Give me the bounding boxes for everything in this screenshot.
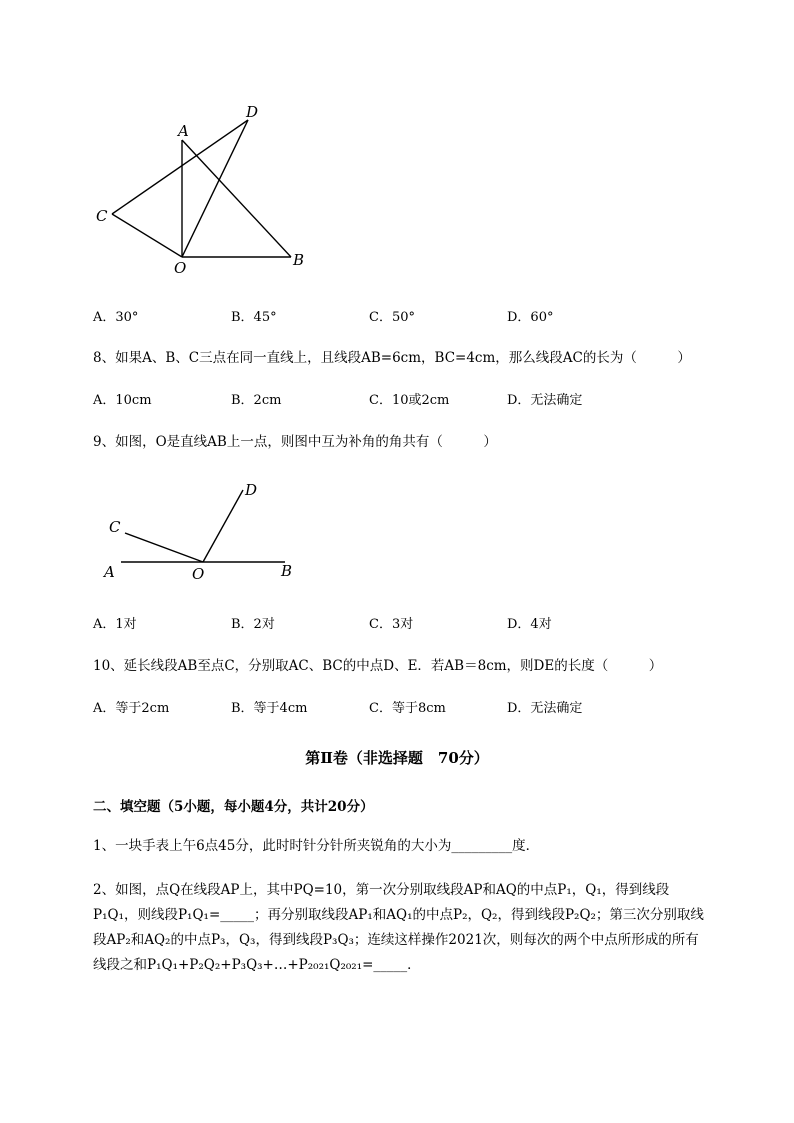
- segment-AB: [182, 140, 291, 257]
- q8-text: 8、如果A、B、C三点在同一直线上，且线段AB=6cm，BC=4cm，那么线段AC的长为（ ）: [93, 350, 691, 366]
- q7-option-a[interactable]: A．30°: [93, 310, 139, 325]
- q9-text: 9、如图，O是直线AB上一点，则图中互为补角的角共有（ ）: [93, 434, 497, 450]
- label-O: O: [192, 565, 205, 583]
- segment-CO: [112, 214, 182, 257]
- q8-option-c[interactable]: C．10或2cm: [369, 393, 450, 408]
- q8-option-a[interactable]: A．10cm: [93, 393, 152, 408]
- q8-option-d[interactable]: D．无法确定: [507, 393, 583, 408]
- q10-option-c[interactable]: C．等于8cm: [369, 701, 446, 716]
- fill-question-2-line-2: P₁Q₁，则线段P₁Q₁=_____；再分别取线段AP₁和AQ₁的中点P₂，Q₂，得到线段P₂Q₂；第三次分别取线: [93, 907, 704, 923]
- label-D: D: [245, 481, 258, 499]
- fill-question-1: 1、一块手表上午6点45分，此时时针分针所夹锐角的大小为_________度．: [93, 838, 540, 854]
- figure-angle-diagram: [85, 95, 325, 285]
- q9-option-b[interactable]: B．2对: [231, 617, 275, 632]
- ray-OC: [125, 533, 203, 562]
- q9-option-c[interactable]: C．3对: [369, 617, 414, 632]
- section-title: 第Ⅱ卷（非选择题 70分）: [305, 749, 489, 767]
- q8-option-b[interactable]: B．2cm: [231, 393, 282, 408]
- q7-option-d[interactable]: D．60°: [507, 310, 554, 325]
- q10-option-a[interactable]: A．等于2cm: [93, 701, 170, 716]
- label-D: D: [246, 103, 259, 121]
- fill-question-2-line-1: 2、如图，点Q在线段AP上，其中PQ=10，第一次分别取线段AP和AQ的中点P₁，Q₁，得到线段: [93, 882, 670, 898]
- q9-option-a[interactable]: A．1对: [93, 617, 137, 632]
- figure-line-diagram: [95, 475, 315, 585]
- segment-OD: [182, 120, 248, 257]
- label-B: B: [293, 251, 305, 269]
- q9-option-d[interactable]: D．4对: [507, 617, 552, 632]
- q7-option-c[interactable]: C．50°: [369, 310, 415, 325]
- label-C: C: [109, 518, 121, 536]
- ray-OD: [203, 490, 243, 562]
- section-heading: 二、填空题（5小题，每小题4分，共计20分）: [93, 799, 374, 815]
- fill-question-2-line-4: 线段之和P₁Q₁+P₂Q₂+P₃Q₃+…+P₂₀₂₁Q₂₀₂₁=_____．: [93, 957, 421, 973]
- q10-option-b[interactable]: B．等于4cm: [231, 701, 308, 716]
- fill-question-2: [93, 878, 743, 978]
- fill-question-2-line-3: 段AP₂和AQ₂的中点P₃，Q₃，得到线段P₃Q₃；连续这样操作2021次，则每次的两个中点所形成的所有: [93, 932, 699, 948]
- label-A: A: [104, 563, 115, 581]
- q10-text: 10、延长线段AB至点C，分别取AC、BC的中点D、E．若AB＝8cm，则DE的长度（ ）: [93, 658, 663, 674]
- label-A: A: [178, 122, 189, 140]
- q10-option-d[interactable]: D．无法确定: [507, 701, 583, 716]
- label-O: O: [174, 259, 187, 277]
- q7-option-b[interactable]: B．45°: [231, 310, 277, 325]
- label-B: B: [281, 562, 293, 580]
- label-C: C: [96, 207, 108, 225]
